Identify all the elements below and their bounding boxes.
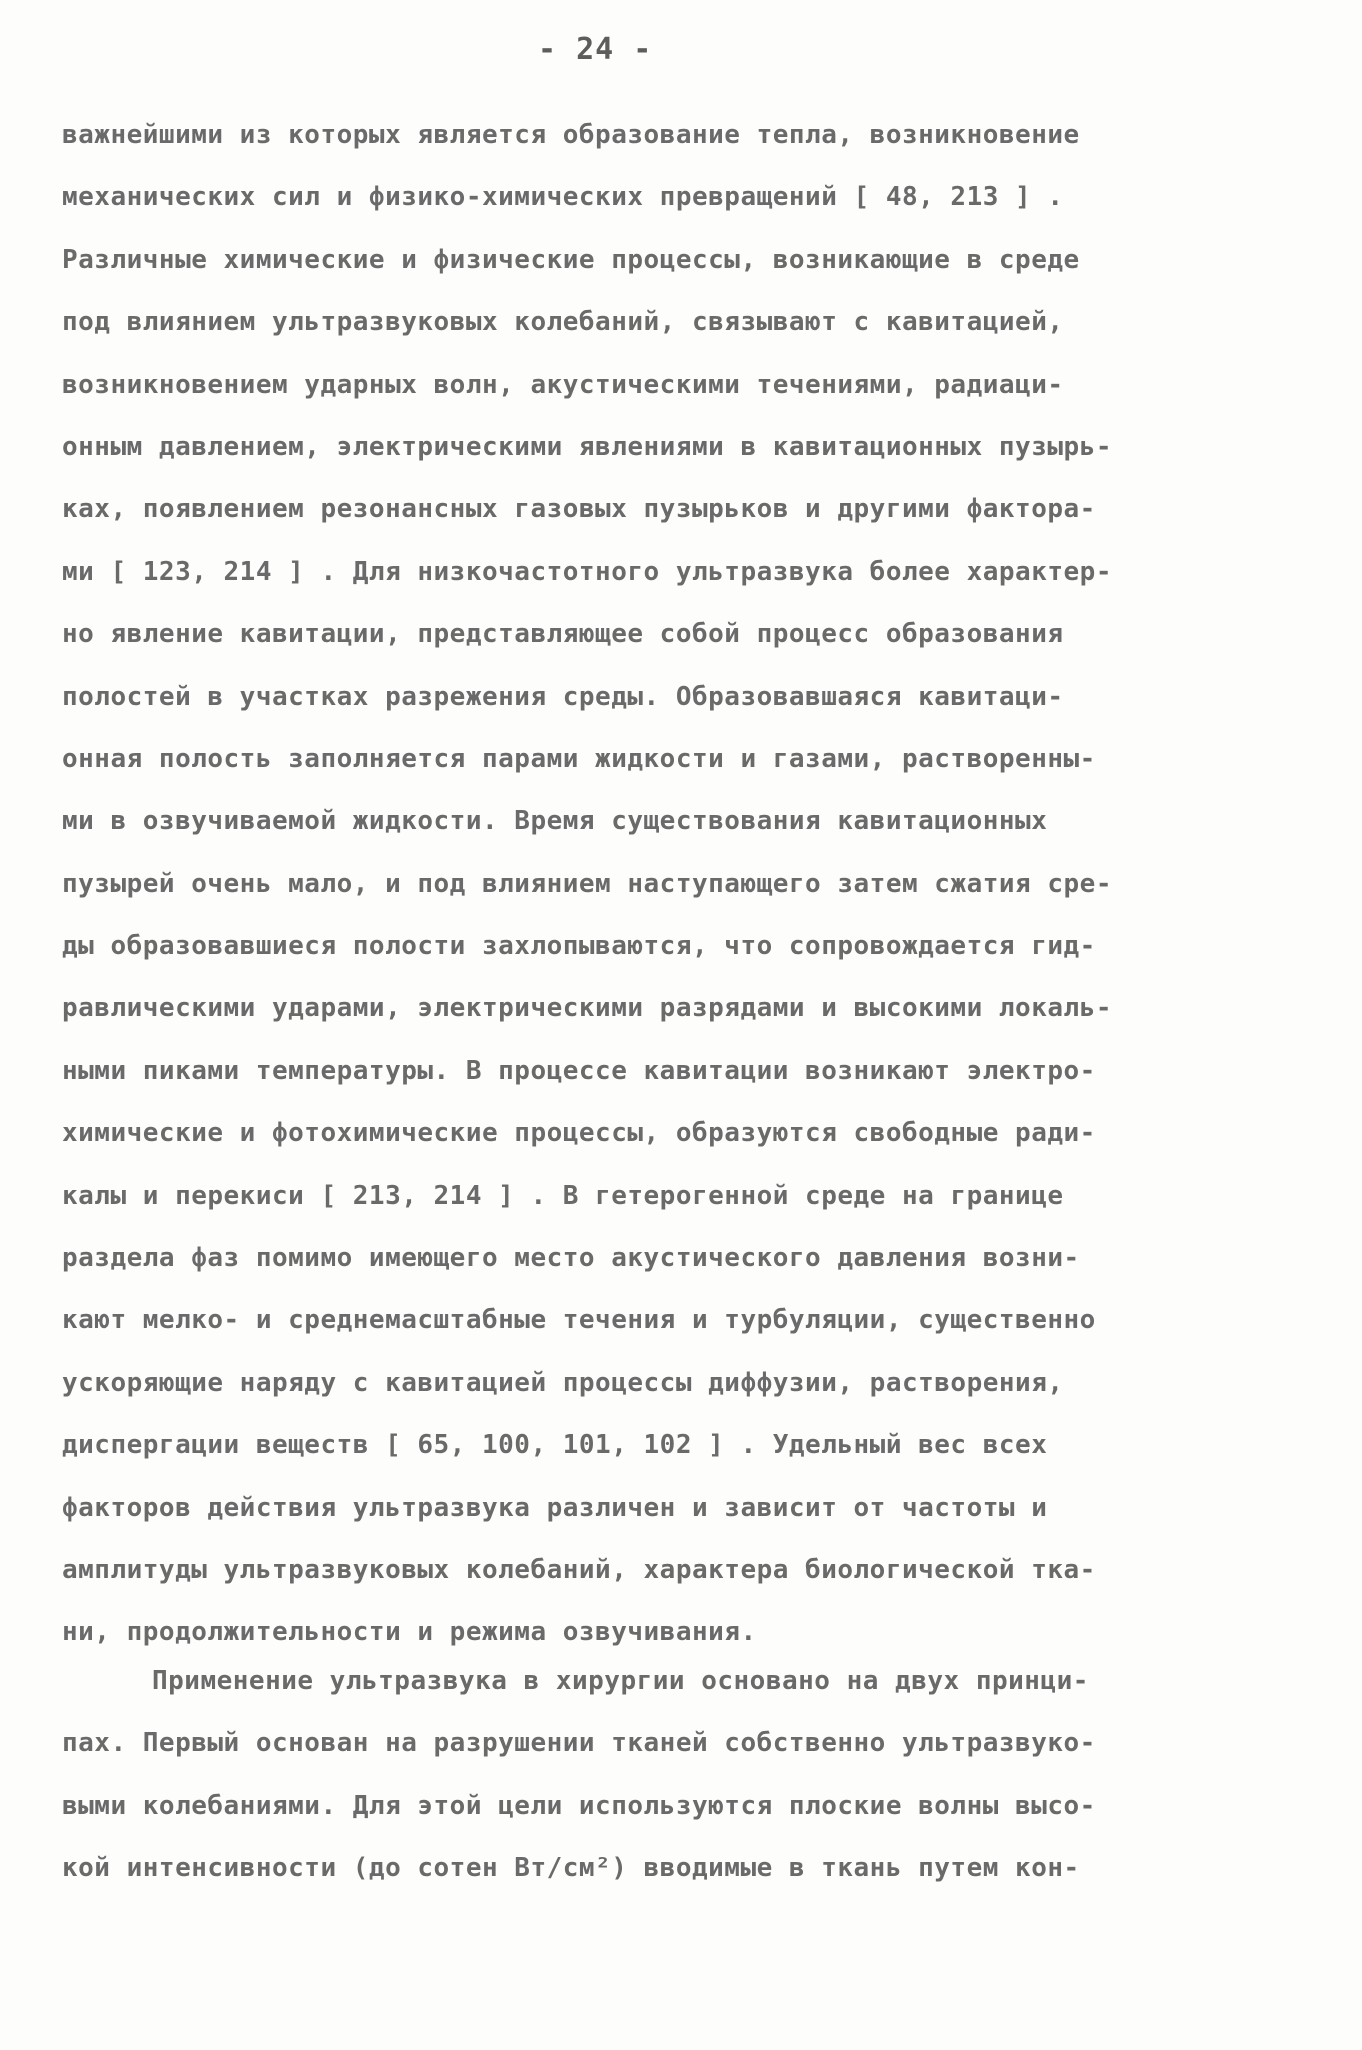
text-line: выми колебаниями. Для этой цели используются плоские волны высо- [62, 1790, 1096, 1821]
text-line: полостей в участках разрежения среды. Образовавшаяся кавитаци- [62, 681, 1064, 712]
text-line: но явление кавитации, представляющее собой процесс образования [62, 619, 1064, 650]
text-line: кой интенсивности (до сотен Вт/см²) вводимые в ткань путем кон- [62, 1853, 1080, 1884]
text-line: ни, продолжительности и режима озвучивания. [62, 1617, 757, 1648]
text-line: факторов действия ультразвука различен и зависит от частоты и [62, 1492, 1048, 1523]
text-line: ды образовавшиеся полости захлопываются, что сопровождается гид- [62, 931, 1096, 962]
text-line: химические и фотохимические процессы, образуются свободные ради- [62, 1118, 1096, 1149]
text-line: ными пиками температуры. В процессе кавитации возникают электро- [62, 1055, 1096, 1086]
text-line: ми [ 123, 214 ] . Для низкочастотного ультразвука более характер- [62, 556, 1112, 587]
text-line: калы и перекиси [ 213, 214 ] . В гетерогенной среде на границе [62, 1180, 1064, 1211]
text-line: ускоряющие наряду с кавитацией процессы диффузии, растворения, [62, 1367, 1064, 1398]
text-line: равлическими ударами, электрическими разрядами и высокими локаль- [62, 993, 1112, 1024]
text-line: онным давлением, электрическими явлениями в кавитационных пузырь- [62, 431, 1112, 462]
text-line: диспергации веществ [ 65, 100, 101, 102 ] . Удельный вес всех [62, 1430, 1048, 1461]
text-line: важнейшими из которых является образование тепла, возникновение [62, 120, 1080, 150]
text-line: раздела фаз помимо имеющего место акустического давления возни- [62, 1243, 1080, 1274]
text-line: кают мелко- и среднемасштабные течения и турбуляции, существенно [62, 1305, 1096, 1336]
text-line: онная полость заполняется парами жидкости и газами, растворенны- [62, 743, 1096, 774]
text-line: под влиянием ультразвуковых колебаний, связывают с кавитацией, [62, 307, 1064, 338]
text-line: ми в озвучиваемой жидкости. Время существования кавитационных [62, 806, 1048, 837]
text-line: Различные химические и физические процессы, возникающие в среде [62, 244, 1080, 275]
paragraph-1 [62, 104, 1302, 1664]
text-line: возникновением ударных волн, акустическими течениями, радиаци- [62, 369, 1064, 400]
text-line: Применение ультразвука в хирургии основано на двух принци- [152, 1666, 1089, 1696]
text-line: пузырей очень мало, и под влиянием наступающего затем сжатия сре- [62, 868, 1112, 899]
text-line: амплитуды ультразвуковых колебаний, характера биологической тка- [62, 1554, 1096, 1585]
paragraph-2 [62, 1650, 1302, 1900]
text-line: пах. Первый основан на разрушении тканей собственно ультразвуко- [62, 1728, 1096, 1759]
text-line: механических сил и физико-химических превращений [ 48, 213 ] . [62, 182, 1064, 213]
page-number: - 24 - [538, 32, 653, 67]
text-line: ках, появлением резонансных газовых пузырьков и другими фактора- [62, 494, 1096, 525]
